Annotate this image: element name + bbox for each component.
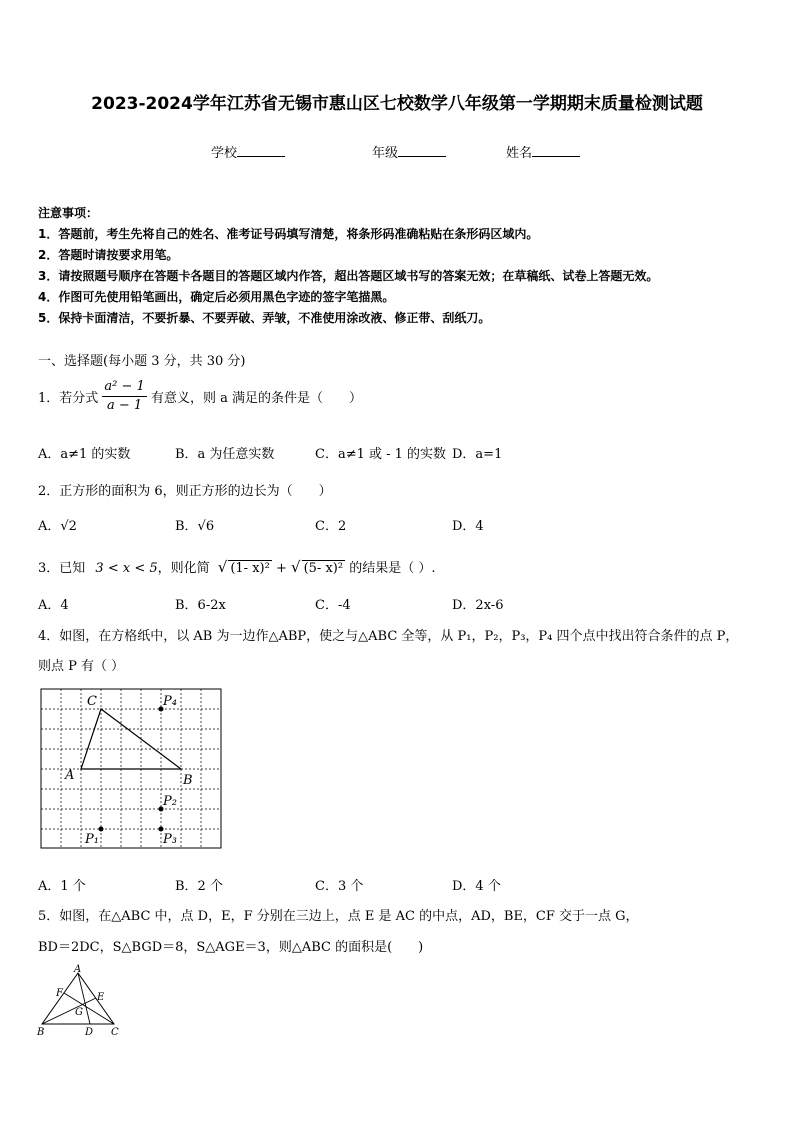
label-b: B [37,1027,45,1038]
label-p3: P₃ [163,832,177,847]
note-item: 1．答题前，考生先将自己的姓名、准考证号码填写清楚，将条形码准确粘贴在条形码区域内。 [38,227,539,241]
q4-option-d[interactable]: D．4 个 [452,879,501,894]
school-blank [237,144,285,157]
q4-grid-figure [40,688,224,850]
q1-prefix: 1．若分式 [38,391,99,406]
label-a: A [74,964,82,975]
question-1 [38,378,362,415]
note-item: 2．答题时请按要求用笔。 [38,248,179,262]
q1-suffix: 有意义，则 a 满足的条件是（ ） [150,391,362,406]
q3-option-c[interactable]: C．-4 [315,598,351,613]
label-p1: P₁ [85,832,99,847]
grade-label: 年级 [372,146,399,161]
q3-plus: + [275,561,287,576]
q3-option-b[interactable]: B．6-2x [175,598,226,613]
school-field [211,142,285,161]
label-b: B [183,773,193,788]
q2-option-c[interactable]: C．2 [315,519,347,534]
section-heading: 一、选择题(每小题 3 分，共 30 分) [38,354,246,369]
label-p2: P₂ [163,794,177,809]
q1-option-a[interactable]: A．a≠1 的实数 [38,447,131,462]
point-p1 [99,827,104,832]
question-2: 2．正方形的面积为 6，则正方形的边长为（ ） [38,484,332,499]
segment-be [42,998,96,1024]
q3-suffix: 的结果是（ ）. [349,561,436,576]
q1-denominator: a − 1 [107,398,143,413]
q1-fraction [102,378,146,415]
label-c: C [111,1027,119,1038]
school-label: 学校 [211,146,238,161]
label-e: E [97,992,105,1003]
triangle-abc [81,709,181,769]
note-item: 5．保持卡面清洁，不要折暴、不要弄破、弄皱，不准使用涂改液、修正带、刮纸刀。 [38,311,491,325]
q4-option-c[interactable]: C．3 个 [315,879,364,894]
label-a: A [65,768,75,783]
radical-sign: √ [217,558,228,576]
name-label: 姓名 [506,146,533,161]
question-4-line2: 则点 P 有（ ） [38,659,125,674]
label-p4: P₄ [163,694,177,709]
grade-field [372,142,446,161]
point-p3 [159,827,164,832]
q1-option-c[interactable]: C．a≠1 或 - 1 的实数 [315,447,447,462]
label-c: C [87,694,97,709]
question-3 [38,557,435,576]
name-blank [532,144,580,157]
exam-title: 2023-2024学年江苏省无锡市惠山区七校数学八年级第一学期期末质量检测试题 [91,94,703,114]
q2-option-b[interactable]: B．√6 [175,519,215,534]
note-item: 3．请按照题号顺序在答题卡各题目的答题区域内作答，超出答题区域书写的答案无效；在草稿纸、试卷上答题无效。 [38,269,659,283]
question-4-line1: 4．如图，在方格纸中，以 AB 为一边作△ABP，使之与△ABC 全等，从 P₁，P₂，P₃，P₄ 四个点中找出符合条件的点 P， [38,629,739,644]
q5-triangle-figure [34,964,130,1038]
q3-prefix: 3．已知 [38,561,86,576]
label-g: G [75,1007,83,1018]
grade-blank [398,144,446,157]
q1-option-d[interactable]: D．a=1 [452,447,503,462]
label-d: D [85,1027,94,1038]
notes-heading: 注意事项： [38,206,99,220]
q2-option-a[interactable]: A．√2 [38,519,77,534]
q1-numerator: a² − 1 [102,378,146,397]
q3-mid: ，则化简 [157,561,210,576]
q3-expr1: (1- x)² [230,561,270,576]
name-field [506,142,580,161]
q1-option-b[interactable]: B．a 为任意实数 [175,447,275,462]
note-item: 4．作图可先使用铅笔画出，确定后必须用黑色字迹的签字笔描黑。 [38,290,395,304]
q4-option-b[interactable]: B．2 个 [175,879,223,894]
question-5-line2: BD＝2DC，S△BGD＝8，S△AGE＝3，则△ABC 的面积是( ) [38,940,424,955]
q3-expr2: (5- x)² [303,561,344,576]
question-5-line1: 5．如图，在△ABC 中，点 D，E，F 分别在三边上，点 E 是 AC 的中点，AD，BE，CF 交于一点 G， [38,909,639,924]
q3-option-a[interactable]: A．4 [38,598,69,613]
q2-option-d[interactable]: D．4 [452,519,484,534]
label-f: F [56,988,63,999]
radical-sign: √ [291,558,301,576]
q3-condition: 3 < x < 5 [95,561,158,576]
q4-option-a[interactable]: A．1 个 [38,879,86,894]
q3-option-d[interactable]: D．2x-6 [452,598,504,613]
